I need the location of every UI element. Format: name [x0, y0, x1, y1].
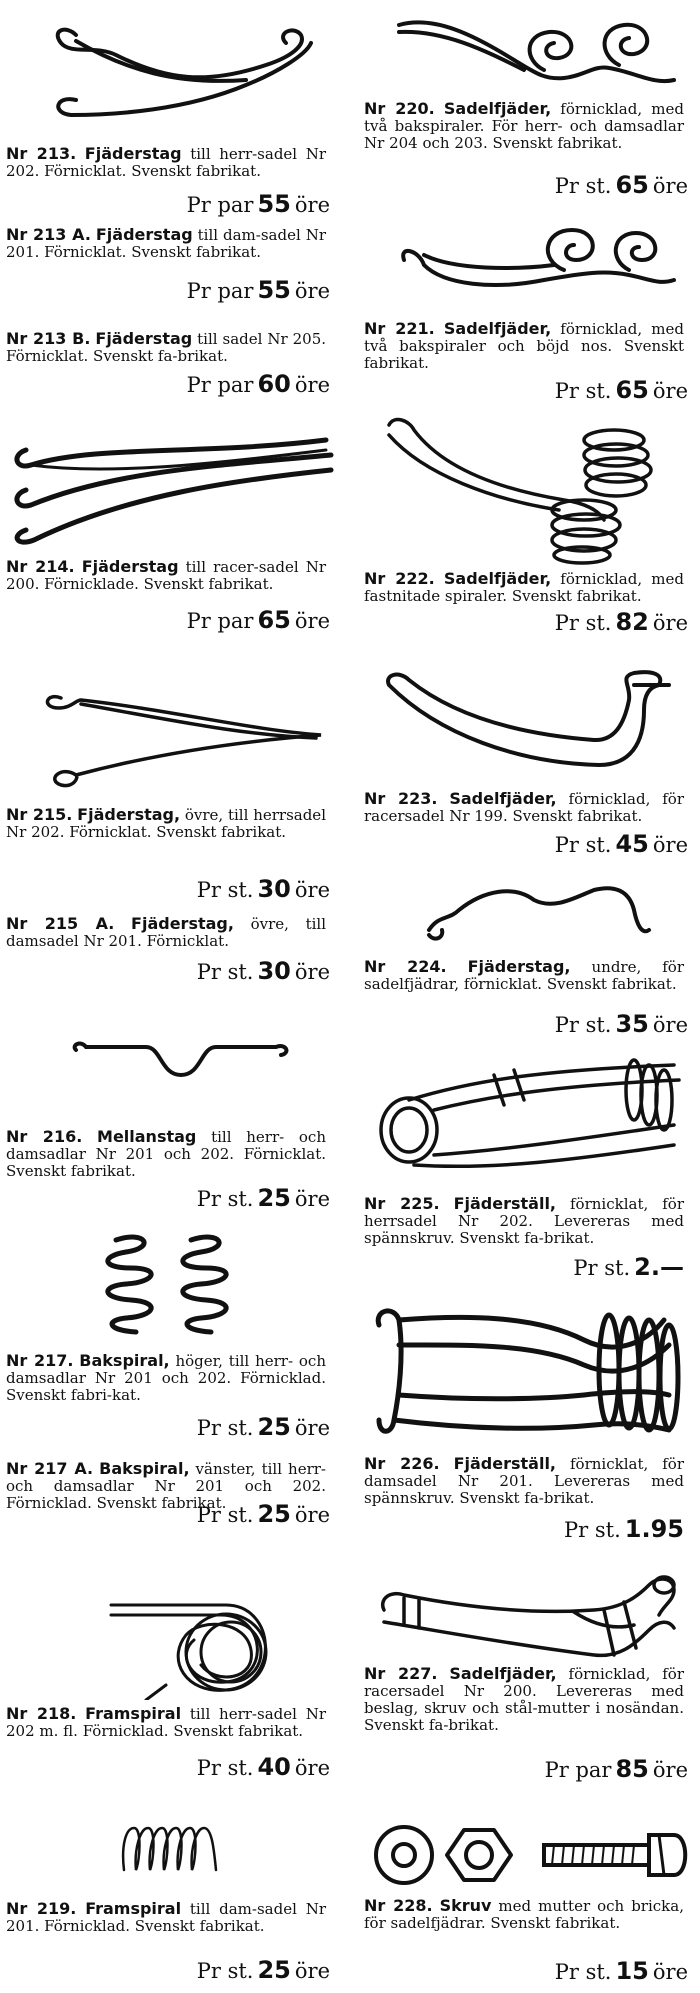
item-price	[555, 610, 688, 635]
item-name: Bakspiral,	[99, 1459, 190, 1478]
price-unit: Pr st.	[196, 1187, 254, 1211]
item-text: till herr- och damsadlar Nr 201 och 202. Förnicklat. Svenskt fabrikat.	[6, 1128, 326, 1180]
item-text: till herr-sadel Nr 202 m. fl. Förnicklad. Svenskt fabrikat.	[6, 1705, 327, 1740]
item-number: Nr 213 B.	[6, 329, 91, 348]
item-text: förnicklat, för herrsadel Nr 202. Levereras med spännskruv. Svenskt fa-brikat.	[364, 1195, 684, 1247]
price-currency: öre	[294, 609, 330, 633]
price-amount: 30	[257, 875, 291, 903]
item-number: Nr 215 A.	[6, 914, 115, 933]
spring-strut-icon	[36, 15, 326, 125]
item-number: Nr 213 A.	[6, 225, 91, 244]
price-currency: öre	[294, 279, 330, 303]
item-number: Nr 222.	[364, 569, 435, 588]
catalog-item-218	[6, 1590, 336, 1805]
item-name: Sadelfjäder,	[443, 569, 552, 588]
item-name: Fjäderställ,	[453, 1194, 556, 1213]
item-description	[6, 145, 326, 180]
price-currency: öre	[294, 878, 330, 902]
item-text: till sadel Nr 205. Förnicklat. Svenskt fa-brikat.	[6, 330, 327, 365]
bent-saddle-spring-icon	[394, 215, 684, 305]
price-currency: öre	[294, 373, 330, 397]
price-currency: öre	[652, 379, 688, 403]
item-description	[6, 1900, 326, 1935]
price-unit: Pr par	[186, 373, 254, 397]
item-name: Fjäderstag	[95, 225, 193, 244]
price-currency: öre	[294, 1959, 330, 1983]
catalog-item-217a	[6, 1460, 336, 1570]
catalog-item-224	[364, 880, 694, 1040]
price-currency: öre	[294, 960, 330, 984]
item-text: till dam-sadel Nr 201. Förnicklat. Svenskt fabrikat.	[6, 226, 326, 261]
item-price	[197, 1502, 330, 1527]
riveted-saddle-spring-icon	[384, 410, 674, 565]
item-number: Nr 219.	[6, 1899, 77, 1918]
lower-strut-icon	[424, 880, 654, 945]
item-text: förnicklad, med två bakspiraler och böjd nos. Svenskt fabrikat.	[364, 320, 684, 372]
item-price	[555, 1959, 688, 1984]
item-text: till dam-sadel Nr 201. Förnicklad. Svenskt fabrikat.	[6, 1900, 326, 1935]
price-amount: 40	[257, 1753, 291, 1781]
item-name: Bakspiral,	[79, 1351, 170, 1370]
catalog-item-215a	[6, 915, 336, 1005]
item-text: till herr-sadel Nr 202. Förnicklat. Svenskt fabrikat.	[6, 145, 326, 180]
price-unit: Pr st.	[554, 833, 612, 857]
catalog-item-223	[364, 660, 694, 870]
item-text: vänster, till herr- och damsadlar Nr 201 och 202. Förnicklad. Svenskt fabrikat.	[6, 1460, 326, 1512]
item-description	[6, 806, 326, 841]
item-name: Fjäderstag,	[467, 957, 571, 976]
item-number: Nr 213.	[6, 144, 77, 163]
saddle-spring-icon	[394, 10, 684, 95]
item-description	[364, 958, 684, 993]
price-amount: 60	[257, 370, 291, 398]
item-name: Fjäderstag,	[77, 805, 181, 824]
item-number: Nr 215.	[6, 805, 73, 824]
screw-nut-washer-icon	[374, 1820, 694, 1890]
price-amount: 25	[257, 1956, 291, 1984]
item-number: Nr 218.	[6, 1704, 77, 1723]
item-price	[555, 378, 688, 403]
item-price	[564, 1517, 688, 1542]
item-description	[364, 570, 684, 605]
item-price	[187, 608, 330, 633]
price-amount: 65	[257, 606, 291, 634]
item-price	[197, 959, 330, 984]
item-text: höger, till herr- och damsadlar Nr 201 och 202. Förnicklad. Svenskt fabri-kat.	[6, 1352, 326, 1404]
price-unit: Pr st.	[196, 1416, 254, 1440]
item-name: Mellanstag	[97, 1127, 197, 1146]
item-name: Sadelfjäder,	[449, 1664, 557, 1683]
racer-saddle-spring-icon	[379, 665, 679, 785]
spring-frame-icon	[374, 1055, 694, 1185]
coil-springs-icon	[96, 1230, 256, 1340]
catalog-item-217	[6, 1225, 336, 1455]
price-unit: Pr st.	[196, 1503, 254, 1527]
catalog-item-226	[364, 1295, 694, 1555]
price-unit: Pr st.	[196, 1756, 254, 1780]
price-currency: öre	[294, 193, 330, 217]
price-unit: Pr st.	[554, 1013, 612, 1037]
catalog-item-213	[6, 10, 336, 220]
price-amount: 65	[615, 376, 649, 404]
item-number: Nr 227.	[364, 1664, 438, 1683]
item-price	[555, 832, 688, 857]
price-amount: 1.95	[624, 1515, 684, 1543]
catalog-item-214	[6, 430, 336, 650]
item-description	[6, 226, 326, 261]
item-name: Sadelfjäder,	[443, 319, 552, 338]
item-name: Sadelfjäder,	[443, 99, 552, 118]
item-name: Fjäderstag	[84, 144, 182, 163]
item-number: Nr 220.	[364, 99, 435, 118]
price-currency: öre	[652, 1758, 688, 1782]
item-description	[6, 558, 326, 593]
item-price	[197, 1755, 330, 1780]
price-currency: öre	[294, 1416, 330, 1440]
catalog-item-219	[6, 1820, 336, 1990]
item-description	[364, 320, 684, 372]
item-description	[364, 1665, 684, 1734]
item-name: Fjäderstag	[95, 329, 193, 348]
item-text: förnicklad, med fastnitade spiraler. Svenskt fabrikat.	[364, 570, 684, 605]
price-unit: Pr st.	[573, 1256, 631, 1280]
front-spiral-icon	[106, 1590, 306, 1700]
catalog-left-column	[6, 0, 346, 1993]
price-unit: Pr par	[544, 1758, 612, 1782]
item-description	[6, 1128, 326, 1180]
item-name: Skruv	[439, 1896, 492, 1915]
item-name: Sadelfjäder,	[449, 789, 557, 808]
catalog-item-215	[6, 680, 336, 905]
price-amount: 25	[257, 1500, 291, 1528]
item-name: Fjäderstag	[81, 557, 179, 576]
item-number: Nr 217 A.	[6, 1459, 94, 1478]
item-number: Nr 223.	[364, 789, 438, 808]
price-amount: 2.—	[634, 1253, 684, 1281]
item-number: Nr 214.	[6, 557, 75, 576]
price-amount: 35	[615, 1010, 649, 1038]
price-unit: Pr par	[186, 279, 254, 303]
catalog-item-213a	[6, 226, 336, 326]
item-description	[6, 1705, 326, 1740]
item-price	[197, 1186, 330, 1211]
item-price	[573, 1255, 688, 1280]
catalog-item-222	[364, 410, 694, 650]
item-description	[364, 790, 684, 825]
item-description	[364, 100, 684, 152]
price-unit: Pr st.	[564, 1518, 621, 1542]
item-number: Nr 224.	[364, 957, 447, 976]
price-currency: öre	[294, 1187, 330, 1211]
price-amount: 25	[257, 1413, 291, 1441]
item-description	[364, 1195, 684, 1247]
catalog-item-220	[364, 5, 694, 205]
catalog-item-228	[364, 1815, 694, 1990]
item-text: förnicklad, med två bakspiraler. För herr- och damsadlar Nr 204 och 203. Svenskt fabrikat.	[364, 100, 684, 152]
item-text: förnicklad, för racersadel Nr 200. Levereras med beslag, skruv och stål-mutter i nosändan. Svenskt fa-brikat.	[364, 1665, 684, 1734]
ladies-spring-frame-icon	[364, 1295, 694, 1450]
item-price	[545, 1757, 688, 1782]
catalog-right-column	[364, 0, 700, 1993]
item-description	[364, 1455, 684, 1507]
price-unit: Pr par	[186, 609, 254, 633]
item-text: övre, till herrsadel Nr 202. Förnicklat. Svenskt fabrikat.	[6, 806, 326, 841]
item-number: Nr 217.	[6, 1351, 74, 1370]
price-unit: Pr st.	[554, 174, 612, 198]
item-price	[555, 173, 688, 198]
upper-strut-icon	[31, 680, 331, 790]
racer-spring-assembly-icon	[374, 1570, 684, 1665]
catalog-item-227	[364, 1565, 694, 1800]
item-number: Nr 226.	[364, 1454, 440, 1473]
item-price	[187, 278, 330, 303]
price-currency: öre	[294, 1756, 330, 1780]
price-amount: 25	[257, 1184, 291, 1212]
price-currency: öre	[652, 833, 688, 857]
item-text: förnicklat, för damsadel Nr 201. Levereras med spännskruv. Svenskt fa-brikat.	[364, 1455, 684, 1507]
item-description	[364, 1897, 684, 1932]
item-price	[555, 1012, 688, 1037]
middle-strut-icon	[66, 1035, 296, 1095]
item-text: till racer-sadel Nr 200. Förnicklade. Svenskt fabrikat.	[6, 558, 326, 593]
price-amount: 45	[615, 830, 649, 858]
price-amount: 55	[257, 190, 291, 218]
item-name: Fjäderställ,	[453, 1454, 556, 1473]
item-price	[197, 877, 330, 902]
price-currency: öre	[652, 611, 688, 635]
price-currency: öre	[294, 1503, 330, 1527]
price-amount: 55	[257, 276, 291, 304]
item-text: undre, för sadelfjädrar, förnicklat. Svenskt fabrikat.	[364, 958, 685, 993]
catalog-item-225	[364, 1050, 694, 1285]
item-name: Fjäderstag,	[131, 914, 234, 933]
price-unit: Pr st.	[196, 960, 254, 984]
price-amount: 15	[615, 1957, 649, 1985]
price-currency: öre	[652, 1013, 688, 1037]
item-number: Nr 216.	[6, 1127, 83, 1146]
item-number: Nr 225.	[364, 1194, 440, 1213]
item-price	[197, 1958, 330, 1983]
item-name: Framspiral	[85, 1704, 182, 1723]
item-price	[197, 1415, 330, 1440]
catalog-item-213b	[6, 330, 336, 420]
price-unit: Pr st.	[554, 611, 612, 635]
price-unit: Pr st.	[554, 379, 612, 403]
price-currency: öre	[652, 1960, 688, 1984]
price-unit: Pr st.	[554, 1960, 612, 1984]
item-number: Nr 221.	[364, 319, 435, 338]
item-text: övre, till damsadel Nr 201. Förnicklat.	[6, 915, 326, 950]
item-description	[6, 330, 326, 365]
item-price	[187, 192, 330, 217]
item-text: förnicklad, för racersadel Nr 199. Svenskt fabrikat.	[364, 790, 684, 825]
item-description	[6, 915, 326, 950]
price-unit: Pr st.	[196, 1959, 254, 1983]
catalog-item-221	[364, 210, 694, 405]
price-unit: Pr st.	[196, 878, 254, 902]
price-amount: 30	[257, 957, 291, 985]
triple-spring-strut-icon	[6, 435, 336, 545]
item-price	[187, 372, 330, 397]
item-name: Framspiral	[85, 1899, 182, 1918]
catalog-item-216	[6, 1030, 336, 1220]
price-amount: 65	[615, 171, 649, 199]
small-spiral-icon	[116, 1820, 226, 1880]
price-currency: öre	[652, 174, 688, 198]
price-amount: 85	[615, 1755, 649, 1783]
item-text: med mutter och bricka, för sadelfjädrar. Svenskt fabrikat.	[364, 1897, 684, 1932]
item-number: Nr 228.	[364, 1896, 433, 1915]
price-amount: 82	[615, 608, 649, 636]
price-unit: Pr par	[186, 193, 254, 217]
item-description	[6, 1352, 326, 1404]
